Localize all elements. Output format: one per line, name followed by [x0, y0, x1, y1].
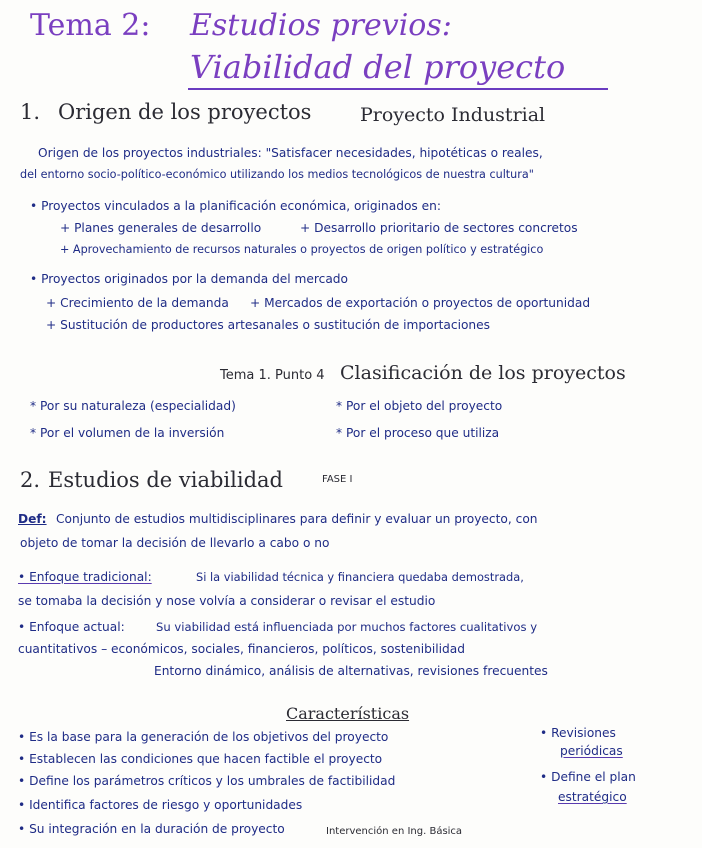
definition-line2: objeto de tomar la decisión de llevarlo a cabo o no	[20, 536, 330, 550]
current-approach-label: • Enfoque actual:	[18, 620, 125, 634]
section1-bullet2-sub1b: + Mercados de exportación o proyectos de oportunidad	[250, 296, 591, 310]
characteristic-right-2b: estratégico	[558, 790, 627, 804]
classification-item-naturaleza: * Por su naturaleza (especialidad)	[30, 399, 236, 413]
characteristics-footnote: Intervención en Ing. Básica	[326, 826, 463, 837]
characteristic-right-1b: periódicas	[560, 744, 623, 758]
section1-bullet1: • Proyectos vinculados a la planificación económica, originados en:	[30, 199, 441, 213]
current-approach-line2: cuantitativos – económicos, sociales, financieros, políticos, sostenibilidad	[18, 642, 465, 656]
section1-bullet1-sub2: + Aprovechamiento de recursos naturales o proyectos de origen político y estratégico	[60, 243, 544, 256]
definition-line1: Conjunto de estudios multidisciplinares para definir y evaluar un proyecto, con	[56, 512, 538, 526]
section1-bullet2-sub2: + Sustitución de productores artesanales o sustitución de importaciones	[46, 318, 490, 332]
definition-label: Def:	[18, 512, 47, 526]
section1-bullet2-sub1a: + Crecimiento de la demanda	[46, 296, 229, 310]
traditional-approach-line1: Si la viabilidad técnica y financiera quedaba demostrada,	[196, 570, 524, 584]
section1-intro-line1: Origen de los proyectos industriales: "Satisfacer necesidades, hipotéticas o reales,	[38, 146, 543, 160]
section2-heading: Estudios de viabilidad	[48, 468, 283, 492]
characteristic-right-1: • Revisiones	[540, 726, 616, 740]
section2-phase-tag: FASE I	[322, 474, 353, 485]
classification-item-objeto: * Por el objeto del proyecto	[336, 399, 503, 413]
page-title-line1: Estudios previos:	[190, 8, 452, 43]
section1-heading: Origen de los proyectos	[58, 100, 312, 124]
characteristic-item-4: • Identifica factores de riesgo y oportunidades	[18, 798, 303, 812]
characteristics-heading: Características	[286, 704, 410, 723]
current-approach-line3: Entorno dinámico, análisis de alternativas, revisiones frecuentes	[154, 664, 548, 678]
title-underline	[188, 88, 608, 90]
characteristic-item-1: • Es la base para la generación de los objetivos del proyecto	[18, 730, 389, 744]
classification-heading: Clasificación de los proyectos	[340, 362, 626, 384]
classification-item-inversion: * Por el volumen de la inversión	[30, 426, 225, 440]
page-title-line2: Viabilidad del proyecto	[190, 48, 566, 86]
characteristic-item-5: • Su integración en la duración de proyecto	[18, 822, 285, 836]
section1-number: 1.	[20, 100, 41, 124]
section1-bullet1-sub1a: + Planes generales de desarrollo	[60, 221, 262, 235]
current-approach-line1: Su viabilidad está influenciada por muchos factores cualitativos y	[156, 620, 538, 634]
section1-heading-right: Proyecto Industrial	[360, 104, 546, 126]
section1-bullet2: • Proyectos originados por la demanda del mercado	[30, 272, 349, 286]
section1-intro-line2: del entorno socio-político-económico utilizando los medios tecnológicos de nuestra cultura"	[20, 168, 534, 181]
characteristic-item-2: • Establecen las condiciones que hacen factible el proyecto	[18, 752, 383, 766]
section1-bullet1-sub1b: + Desarrollo prioritario de sectores concretos	[300, 221, 578, 235]
traditional-approach-line2: se tomaba la decisión y nose volvía a considerar o revisar el estudio	[18, 594, 436, 608]
page-title-prefix: Tema 2:	[30, 8, 151, 43]
characteristic-item-3: • Define los parámetros críticos y los umbrales de factibilidad	[18, 774, 396, 788]
classification-item-proceso: * Por el proceso que utiliza	[336, 426, 500, 440]
section2-number: 2.	[20, 468, 41, 492]
classification-ref: Tema 1. Punto 4	[220, 368, 325, 383]
characteristic-right-2: • Define el plan	[540, 770, 636, 784]
traditional-approach-label: • Enfoque tradicional:	[18, 570, 152, 584]
